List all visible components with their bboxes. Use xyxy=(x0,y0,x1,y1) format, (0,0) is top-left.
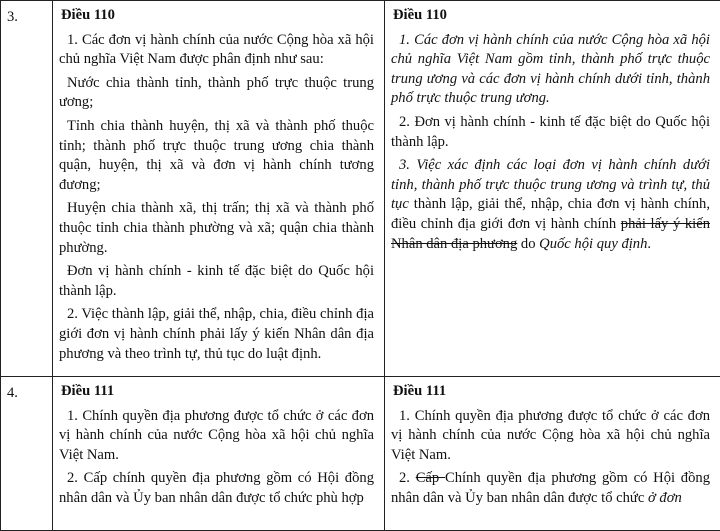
text: 2. xyxy=(399,470,416,486)
deleted-text: Cấp xyxy=(416,470,445,486)
table-row xyxy=(1,377,720,531)
amended-text: 3. Việc xác định các loại đơn vị hành chính dưới tỉnh, thành phố trực thuộc trung ương và trình tự, thủ tục xyxy=(391,157,710,212)
text: thành lập, giải thể, nhập, chia đơn vị hành chính, điều chỉnh địa giới đơn vị hành chính xyxy=(391,196,710,232)
paragraph: 1. Các đơn vị hành chính của nước Cộng hòa xã hội chủ nghĩa Việt Nam được phân định như sau: xyxy=(59,31,374,70)
text: do xyxy=(517,236,539,252)
row-number: 3. xyxy=(1,1,53,377)
amended-text-cell xyxy=(385,377,720,531)
amended-text: Quốc hội quy định xyxy=(539,236,647,252)
paragraph: Huyện chia thành xã, thị trấn; thị xã và thành phố thuộc tỉnh chia thành phường và xã; quận chia thành phường. xyxy=(59,199,374,258)
paragraph: Nước chia thành tỉnh, thành phố trực thuộc trung ương; xyxy=(59,74,374,113)
paragraph: 1. Chính quyền địa phương được tổ chức ở các đơn vị hành chính của nước Cộng hòa xã hội chủ nghĩa Việt Nam. xyxy=(391,407,710,466)
paragraph: 2. Đơn vị hành chính - kinh tế đặc biệt do Quốc hội thành lập. xyxy=(391,113,710,152)
deleted-text: phải lấy ý kiến Nhân dân địa phương xyxy=(391,216,710,252)
article-title: Điều 110 xyxy=(393,6,710,26)
paragraph: Tỉnh chia thành huyện, thị xã và thành phố thuộc tỉnh; thành phố trực thuộc trung ương chia thành quận, huyện, thị xã và đơn vị hành chính tương đương; xyxy=(59,117,374,195)
article-title: Điều 111 xyxy=(61,382,374,402)
paragraph: 2. Cấp chính quyền địa phương gồm có Hội đồng nhân dân và Ủy ban nhân dân được tổ chức phù hợp xyxy=(59,469,374,508)
amended-paragraph xyxy=(391,469,710,508)
amended-text: ở đơn xyxy=(648,490,682,506)
article-title: Điều 110 xyxy=(61,6,374,26)
current-text-cell xyxy=(53,377,385,531)
table-row xyxy=(1,1,720,377)
current-text-cell xyxy=(53,1,385,377)
amended-paragraph: 1. Các đơn vị hành chính của nước Cộng hòa xã hội chủ nghĩa Việt Nam gồm tỉnh, thành phố trực thuộc trung ương và các đơn vị hành chính dưới tỉnh, thành phố trực thuộc trung ương. xyxy=(391,31,710,109)
row-number: 4. xyxy=(1,377,53,531)
amended-paragraph xyxy=(391,156,710,254)
article-title: Điều 111 xyxy=(393,382,710,402)
paragraph: 1. Chính quyền địa phương được tổ chức ở các đơn vị hành chính của nước Cộng hòa xã hội chủ nghĩa Việt Nam. xyxy=(59,407,374,466)
paragraph: 2. Việc thành lập, giải thể, nhập, chia, điều chỉnh địa giới đơn vị hành chính phải lấy ý kiến Nhân dân địa phương và theo trình tự, thủ tục do luật định. xyxy=(59,305,374,364)
text: Chính quyền địa phương gồm có Hội đồng nhân dân và Ủy ban nhân dân được tổ chức xyxy=(391,470,710,506)
amended-text-cell xyxy=(385,1,720,377)
text: . xyxy=(647,236,651,252)
paragraph: Đơn vị hành chính - kinh tế đặc biệt do Quốc hội thành lập. xyxy=(59,262,374,301)
